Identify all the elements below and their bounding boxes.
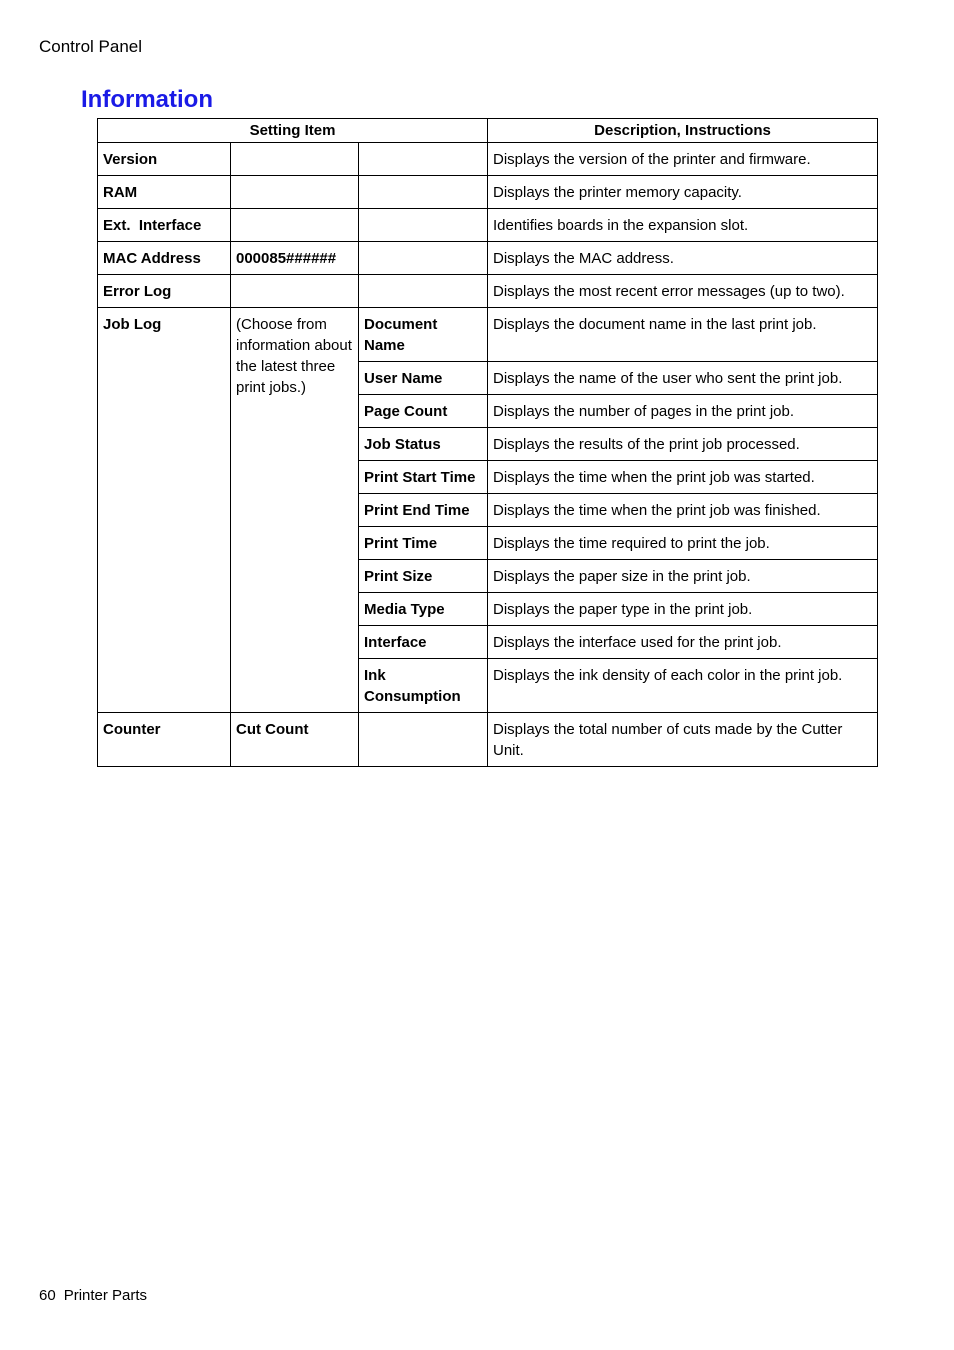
job-log-item-cell: User Name	[359, 362, 488, 395]
setting-value-cell	[231, 143, 359, 176]
description-cell: Displays the results of the print job processed.	[488, 428, 878, 461]
section-title: Information	[81, 86, 213, 113]
description-cell: Displays the number of pages in the print job.	[488, 395, 878, 428]
setting-name-cell: Version	[98, 143, 231, 176]
setting-name-cell: MAC Address	[98, 242, 231, 275]
running-header: Control Panel	[39, 37, 143, 56]
description-cell: Displays the document name in the last print job.	[488, 308, 878, 362]
running-footer	[39, 1286, 147, 1306]
job-log-item-cell: Page Count	[359, 395, 488, 428]
table-row-error-log	[98, 275, 878, 308]
description-cell: Displays the version of the printer and firmware.	[488, 143, 878, 176]
table-row-counter	[98, 713, 878, 767]
description-cell: Identifies boards in the expansion slot.	[488, 209, 878, 242]
setting-name-cell: Job Log	[98, 308, 231, 713]
setting-sub-item-cell	[359, 209, 488, 242]
job-log-item-cell: Interface	[359, 626, 488, 659]
job-log-item-cell: Print End Time	[359, 494, 488, 527]
setting-value-cell: Cut Count	[231, 713, 359, 767]
information-table	[97, 118, 878, 767]
setting-value-cell	[231, 209, 359, 242]
description-cell: Displays the time when the print job was started.	[488, 461, 878, 494]
job-log-item-cell: Job Status	[359, 428, 488, 461]
setting-sub-item-cell	[359, 143, 488, 176]
footer-section-name: Printer Parts	[63, 1287, 148, 1304]
setting-name-cell: Error Log	[98, 275, 231, 308]
description-cell: Displays the time required to print the job.	[488, 527, 878, 560]
setting-sub-item-cell	[359, 176, 488, 209]
setting-name-cell: Counter	[98, 713, 231, 767]
description-cell: Displays the total number of cuts made by the Cutter Unit.	[488, 713, 878, 767]
job-log-item-cell: Print Time	[359, 527, 488, 560]
setting-sub-item-cell	[359, 275, 488, 308]
table-row-mac-address	[98, 242, 878, 275]
setting-name-cell: Ext. Interface	[98, 209, 231, 242]
header-description: Description, Instructions	[488, 119, 878, 143]
description-cell: Displays the name of the user who sent the print job.	[488, 362, 878, 395]
setting-sub-item-cell	[359, 242, 488, 275]
header-setting-item: Setting Item	[98, 119, 488, 143]
job-log-item-cell: Media Type	[359, 593, 488, 626]
job-log-item-cell: Print Size	[359, 560, 488, 593]
job-log-note-cell: (Choose from information about the latest three print jobs.)	[231, 308, 359, 713]
setting-name-cell: RAM	[98, 176, 231, 209]
description-cell: Displays the ink density of each color in the print job.	[488, 659, 878, 713]
table-row-ext-interface	[98, 209, 878, 242]
description-cell: Displays the printer memory capacity.	[488, 176, 878, 209]
setting-value-cell	[231, 275, 359, 308]
page-number: 60	[39, 1287, 56, 1304]
description-cell: Displays the paper size in the print job.	[488, 560, 878, 593]
job-log-item-cell: Ink Consumption	[359, 659, 488, 713]
description-cell: Displays the interface used for the print job.	[488, 626, 878, 659]
description-cell: Displays the time when the print job was finished.	[488, 494, 878, 527]
table-header-row	[98, 119, 878, 143]
setting-value-cell	[231, 176, 359, 209]
setting-sub-item-cell	[359, 713, 488, 767]
description-cell: Displays the most recent error messages (up to two).	[488, 275, 878, 308]
setting-value-cell: 000085######	[231, 242, 359, 275]
table-row-job-log-document-name	[98, 308, 878, 362]
job-log-item-cell: Print Start Time	[359, 461, 488, 494]
table-row-ram	[98, 176, 878, 209]
job-log-item-cell: Document Name	[359, 308, 488, 362]
description-cell: Displays the MAC address.	[488, 242, 878, 275]
table-row-version	[98, 143, 878, 176]
description-cell: Displays the paper type in the print job.	[488, 593, 878, 626]
